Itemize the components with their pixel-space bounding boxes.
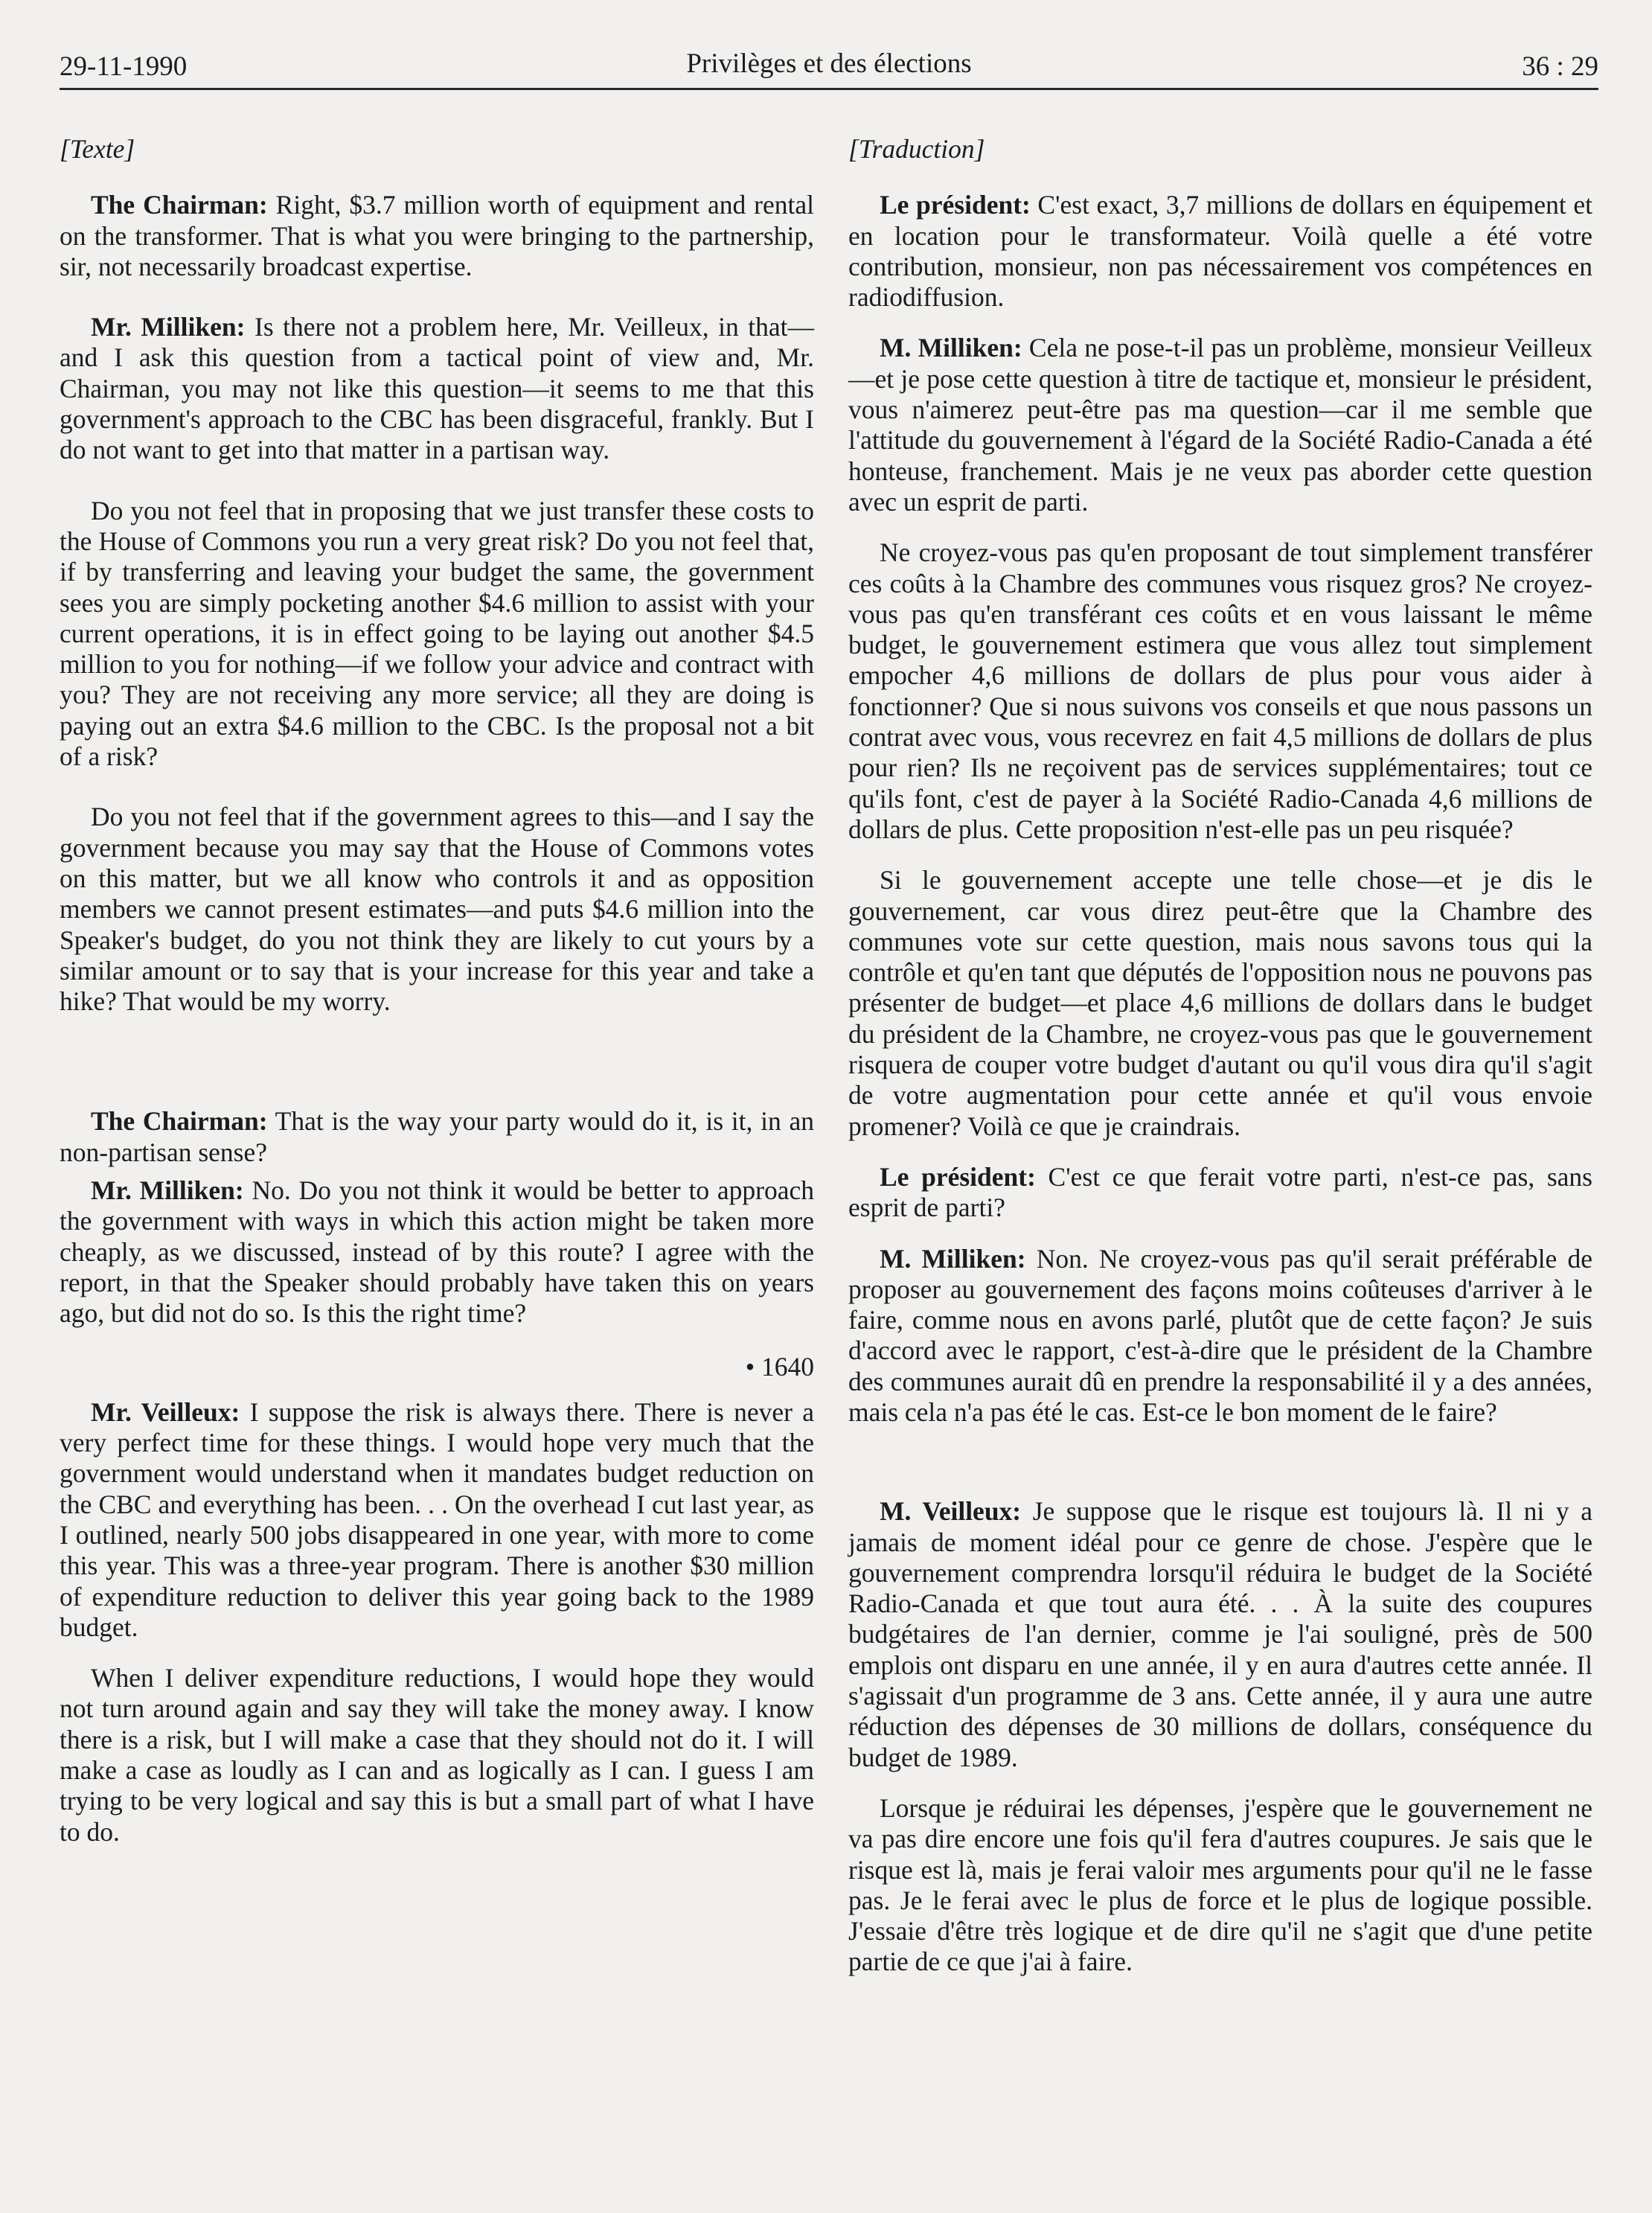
running-header [60,46,1598,90]
speaker-name: Le président: [880,190,1031,220]
speaker-name: M. Milliken: [880,333,1022,363]
paragraph: Do you not feel that if the government agrees to this—and I say the government because you may say that the House of Commons votes on this matter, but we all know who controls it and as opposition members we cannot present estimates—and puts $4.6 million into the Speaker's budget, do you not think they are likely to cut yours by a similar amount or to say that is your increase for this year and take a hike? That would be my worry. [60,802,814,1017]
paragraph-text: That is the way your party would do it, is it, in an non-partisan sense? [60,1106,814,1167]
paragraph [60,312,814,465]
speaker-name: Mr. Veilleux: [91,1396,240,1427]
paragraph-text: Non. Ne croyez-vous pas qu'il serait préférable de proposer au gouvernement des façons moins coûteuses d'arriver à le faire, comme nous en avons parlé, plutôt que de cette façon? Je suis d'accord avec le rapport, c'est-à-dire que le président de la Chambre des communes aurait dû en prendre la responsabilité il y a des années, mais cela n'a pas été le cas. Est-ce le bon moment de le faire? [848,1243,1592,1427]
paragraph: Si le gouvernement accepte une telle chose—et je dis le gouvernement, car vous direz peut-être que la Chambre des communes vote sur cette question, mais nous savons tous qui la contrôle et qu'en tant que députés de l'opposition nous ne pouvons pas présenter de budget—et place 4,6 millions de dollars dans le budget du président de la Chambre, ne croyez-vous pas que le gouvernement risquera de couper votre budget d'autant ou qu'il vous dira qu'il s'agit de votre augmentation pour cette année et qu'il vous envoie promener? Voilà ce que je craindrais. [848,865,1592,1141]
header-title: Privilèges et des élections [686,48,972,79]
paragraph-text: I suppose the risk is always there. There is never a very perfect time for these things. I would hope very much that the government would understand when it mandates budget reduction on the CBC and everything has been. . . On the overhead I cut last year, as I outlined, nearly 500 jobs disappeared in one year, with more to come this year. This was a three-year program. There is another $30 million of expenditure reduction to deliver this year going back to the 1989 budget. [60,1396,814,1642]
paragraph-text: Is there not a problem here, Mr. Veilleux, in that—and I ask this question from a tactical point of view and, Mr. Chairman, you may not like this question—it seems to me that this government's approach to the CBC has been disgraceful, frankly. But I do not want to get into that matter in a partisan way. [60,312,815,465]
speaker-name: M. Veilleux: [880,1496,1022,1527]
text-label: [Texte] [60,134,135,164]
speaker-name: Le président: [880,1161,1036,1192]
paragraph-text: No. Do you not think it would be better to approach the government with ways in which this action might be taken more cheaply, as we discussed, instead of by this route? I agree with the report, in that the Speaker should probably have taken this on years ago, but did not do so. Is this the right time? [60,1175,814,1329]
speaker-name: The Chairman: [91,1106,268,1137]
speaker-name: The Chairman: [91,190,268,220]
paragraph [60,1106,814,1168]
left-column-english [60,134,814,1848]
header-date: 29-11-1990 [60,51,188,82]
paragraph [848,190,1592,313]
paragraph: When I deliver expenditure reductions, I would hope they would not turn around again and say they will take the money away. I know there is a risk, but I will make a case that they should not do it. I will make a case as loudly as I can and as logically as I can. I guess I am trying to be very logical and say this is but a small part of what I have to do. [60,1663,814,1847]
paragraph-text: Right, $3.7 million worth of equipment and rental on the transformer. That is what you were bringing to the partnership, sir, not necessarily broadcast expertise. [60,190,814,281]
paragraph [848,1162,1592,1224]
paragraph [848,1244,1592,1428]
speaker-name: Mr. Milliken: [91,312,246,342]
time-marker: • 1640 [745,1351,814,1382]
paragraph-text: C'est exact, 3,7 millions de dollars en équipement et en location pour le transformateur. Voilà quelle a été votre contribution, monsieur, non pas nécessairement vos compétences en radiodiffusion. [848,190,1592,313]
paragraph-text: Cela ne pose-t-il pas un problème, monsieur Veilleux—et je pose cette question à titre de tactique et, monsieur le président, vous n'aimerez peut-être pas ma question—car il me semble que l'attitude du gouvernement à l'égard de la Société Radio-Canada a été honteuse, franchement. Mais je ne veux pas aborder cette question avec un esprit de parti. [848,333,1593,517]
speaker-name: Mr. Milliken: [91,1175,244,1206]
paragraph: Do you not feel that in proposing that we just transfer these costs to the House of Commons you run a very great risk? Do you not feel that, if by transferring and leaving your budget the same, the government sees you are simply pocketing another $4.6 million to assist with your current operations, it is in effect going to be laying out another $4.5 million to you for nothing—if we follow your advice and contract with you? They are not receiving any more service; all they are doing is paying out an extra $4.6 million to the CBC. Is the proposal not a bit of a risk? [60,495,814,772]
paragraph: Lorsque je réduirai les dépenses, j'espère que le gouvernement ne va pas dire encore une fois qu'il fera d'autres coupures. Je sais que le risque est là, mais je ferai valoir mes arguments pour qu'il ne le fasse pas. Je le ferai avec le plus de force et le plus de logique possible. J'essaie d'être très logique et de dire qu'il ne s'agit que d'une petite partie de ce que j'ai à faire. [848,1792,1592,1977]
right-column-french [848,134,1592,1978]
paragraph [848,333,1592,517]
paragraph-text: Je suppose que le risque est toujours là. Il ni y a jamais de moment idéal pour ce genre de chose. J'espère que le gouvernement comprendra lorsqu'il réduira le budget de la Société Radio-Canada et que tout aura été. . . À la suite des coupures budgétaires de l'an dernier, comme je l'ai souligné, près de 500 emplois ont disparu en une année, il y en aura d'autres cette année. Il s'agissait d'un programme de 3 ans. Cette année, il y aura une autre réduction des dépenses de 30 millions de dollars, conséquence du budget de 1989. [848,1496,1592,1772]
paragraph [60,1397,814,1643]
paragraph [60,1175,814,1329]
translation-label: [Traduction] [848,134,985,164]
paragraph [60,190,814,282]
header-page-number: 36 : 29 [1522,51,1598,82]
paragraph: Ne croyez-vous pas qu'en proposant de tout simplement transférer ces coûts à la Chambre des communes vous risquez gros? Ne croyez-vous pas qu'en transférant ces coûts et en vous laissant le même budget, le gouvernement estimera que vous allez tout simplement empocher 4,6 millions de dollars de plus pour vous aider à fonctionner? Que si nous suivons vos conseils et que nous passons un contrat avec vous, vous recevrez en fait 4,5 millions de dollars de plus pour rien? Ils ne reçoivent pas de services supplémentaires; tout ce qu'ils font, c'est de payer à la Société Radio-Canada 4,6 millions de dollars de plus. Cette proposition n'est-elle pas un peu risquée? [848,537,1592,844]
speaker-name: M. Milliken: [880,1243,1026,1274]
paragraph-text: C'est ce que ferait votre parti, n'est-ce pas, sans esprit de parti? [848,1161,1592,1223]
paragraph [848,1496,1592,1773]
